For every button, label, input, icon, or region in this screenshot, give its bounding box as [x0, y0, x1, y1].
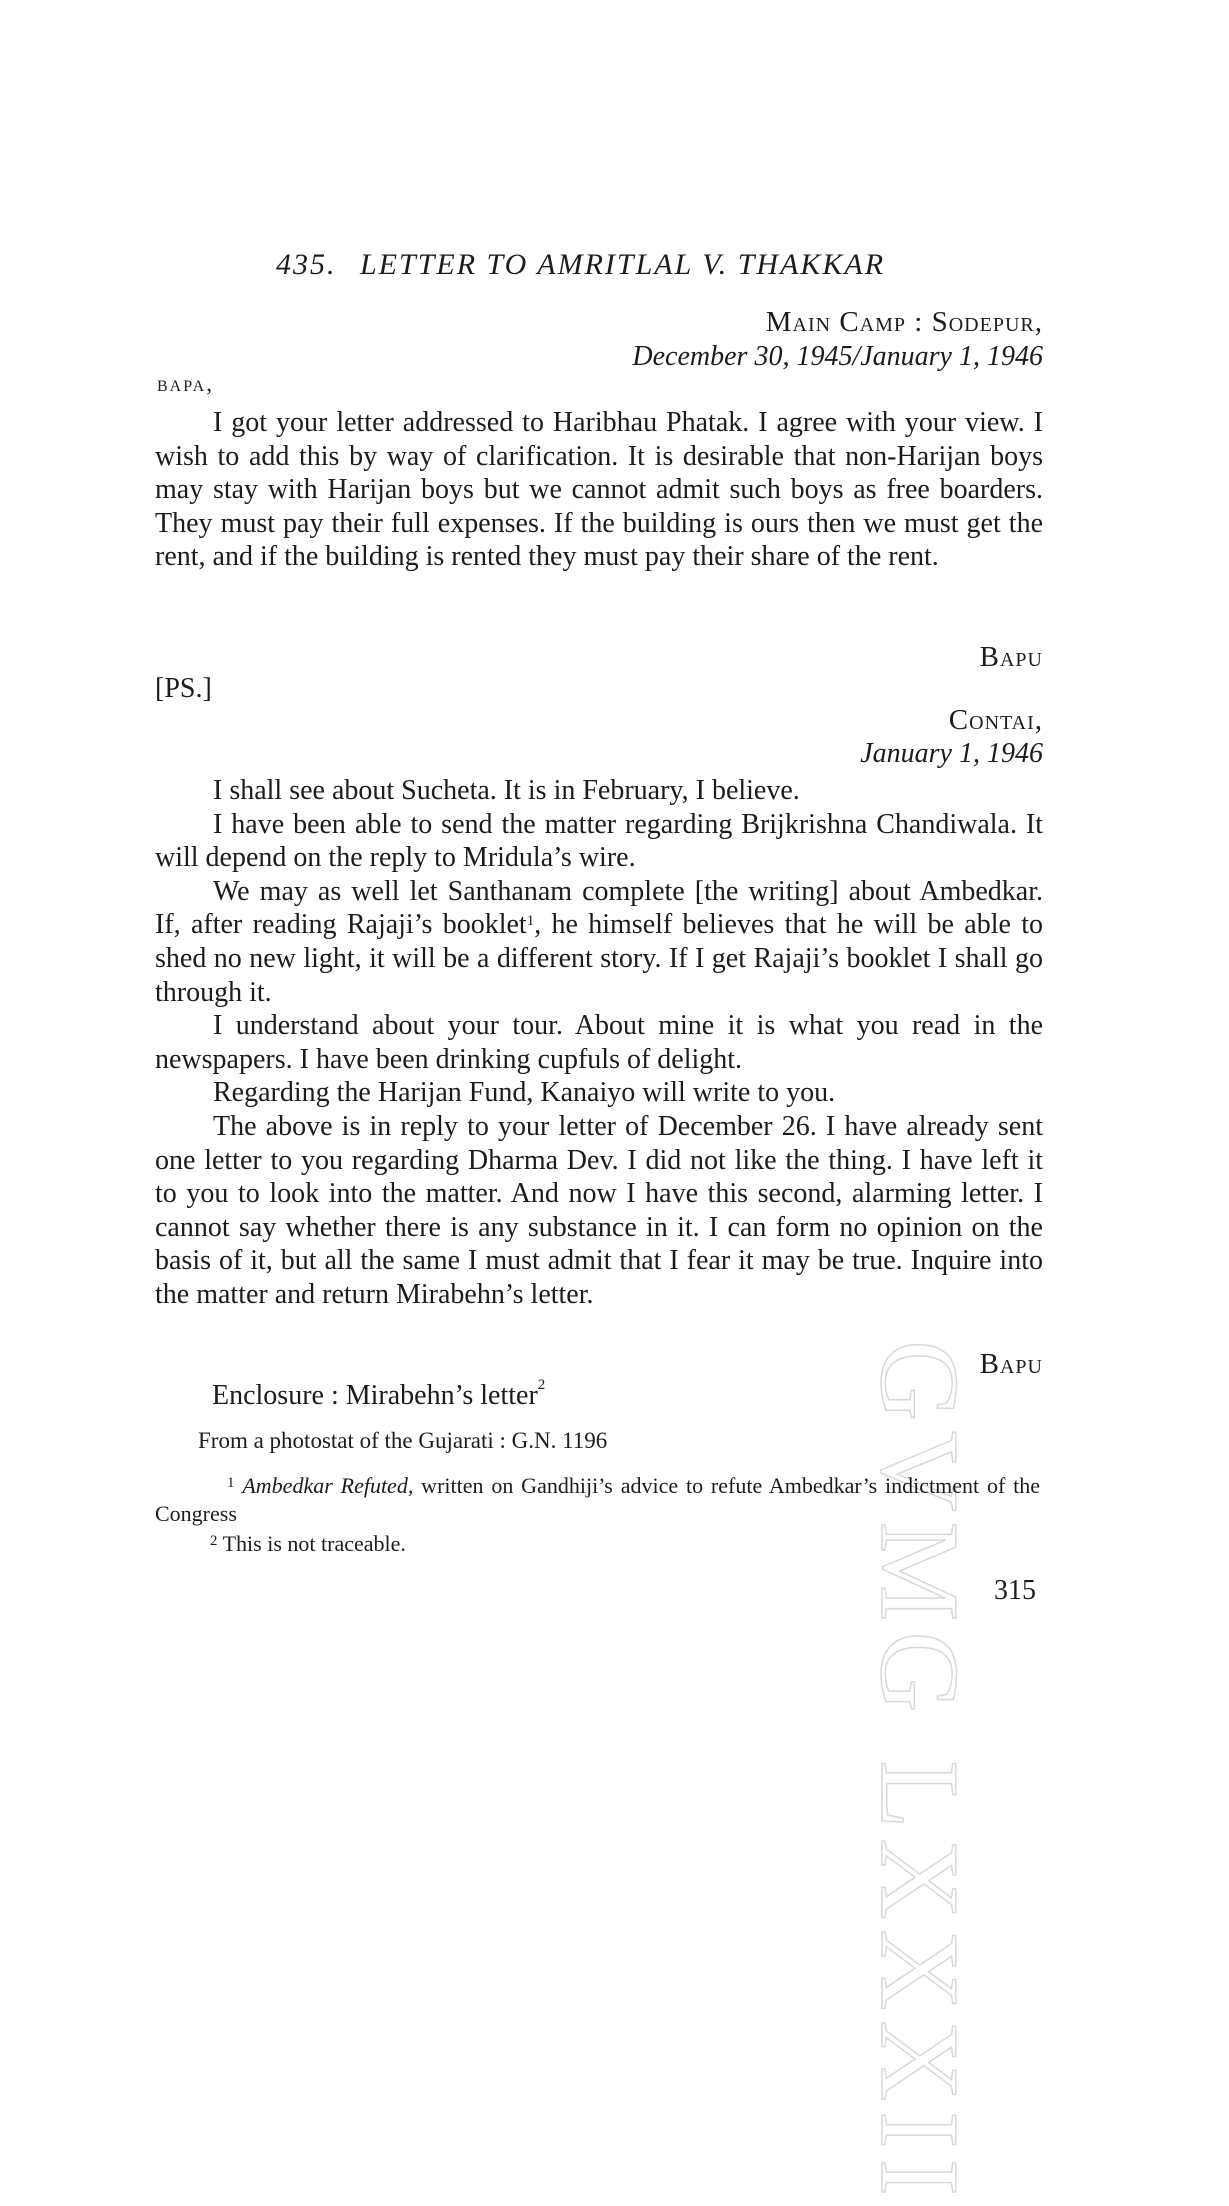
footnote-text: written on Gandhiji’s advice to refute Ambedkar’s indictment of the Congress [155, 1473, 1041, 1526]
footnote-2 [210, 1530, 406, 1558]
paragraph-text: , he himself believes that he will be able to shed no new light, it will be a different story. If I get Rajaji’s booklet I shall go through it. [155, 909, 1043, 1008]
letter-heading [276, 248, 885, 282]
paragraph-text: We may as well let Santhanam complete [the writing] about Ambedkar. If, after reading Rajaji’s booklet [155, 875, 1043, 941]
paragraph [155, 875, 1043, 1009]
watermark: GVMG LXXXII [857, 1340, 981, 2206]
footnote-mark: 1 [227, 1475, 235, 1491]
paragraph: I have been able to send the matter regarding Brijkrishna Chandiwala. It will depend on the reply to Mridula’s wire. [155, 808, 1043, 874]
paragraph: The above is in reply to your letter of December 26. I have already sent one letter to you regarding Dharma Dev. I did not like the thing. I have left it to you to look into the matter. And now I have this second, alarming letter. I cannot say whether there is any substance in it. I can form no opinion on the basis of it, but all the same I must admit that I fear it may be true. Inquire into the matter and return Mirabehn’s letter. [155, 1110, 1043, 1310]
paragraph: Regarding the Harijan Fund, Kanaiyo will write to you. [213, 1077, 836, 1109]
date-line: January 1, 1946 [860, 738, 1043, 769]
footnote-ref: 2 [537, 1377, 546, 1393]
letter-number: 435. [276, 248, 337, 281]
letter-body: I got your letter addressed to Haribhau Phatak. I agree with your view. I wish to add this by way of clarification. It is desirable that non-Harijan boys may stay with Harijan boys but we cannot admit such boys as free boarders. They must pay their full expenses. If the building is ours then we must get the rent, and if the building is rented they must pay their share of the rent. [155, 407, 1043, 573]
footnote-ref: 1 [526, 913, 535, 930]
postscript-label: [PS.] [155, 673, 212, 704]
signature: Bapu [979, 641, 1043, 673]
place-line: Main Camp : Sodepur, [765, 306, 1043, 338]
footnote-1 [155, 1472, 1040, 1528]
footnote-title: Ambedkar Refuted, [242, 1473, 414, 1498]
footnote-mark: 2 [210, 1533, 218, 1549]
enclosure-text: Enclosure : Mirabehn’s letter [212, 1380, 538, 1411]
paragraph: I understand about your tour. About mine it is what you read in the newspapers. I have been drinking cupfuls of delight. [155, 1010, 1043, 1075]
place-line: Contai, [948, 704, 1043, 736]
letter-title: LETTER TO AMRITLAL V. THAKKAR [360, 248, 886, 281]
date-line: December 30, 1945/January 1, 1946 [632, 341, 1043, 372]
salutation: bapa, [157, 371, 214, 396]
postscript-body [155, 774, 1043, 1312]
signature: Bapu [979, 1348, 1043, 1380]
source-line: From a photostat of the Gujarati : G.N. 1196 [198, 1428, 608, 1453]
footnote-text: This is not traceable. [222, 1531, 406, 1556]
paragraph: I shall see about Sucheta. It is in February, I believe. [213, 775, 800, 806]
enclosure-line [212, 1377, 546, 1412]
page-number: 315 [994, 1575, 1036, 1606]
